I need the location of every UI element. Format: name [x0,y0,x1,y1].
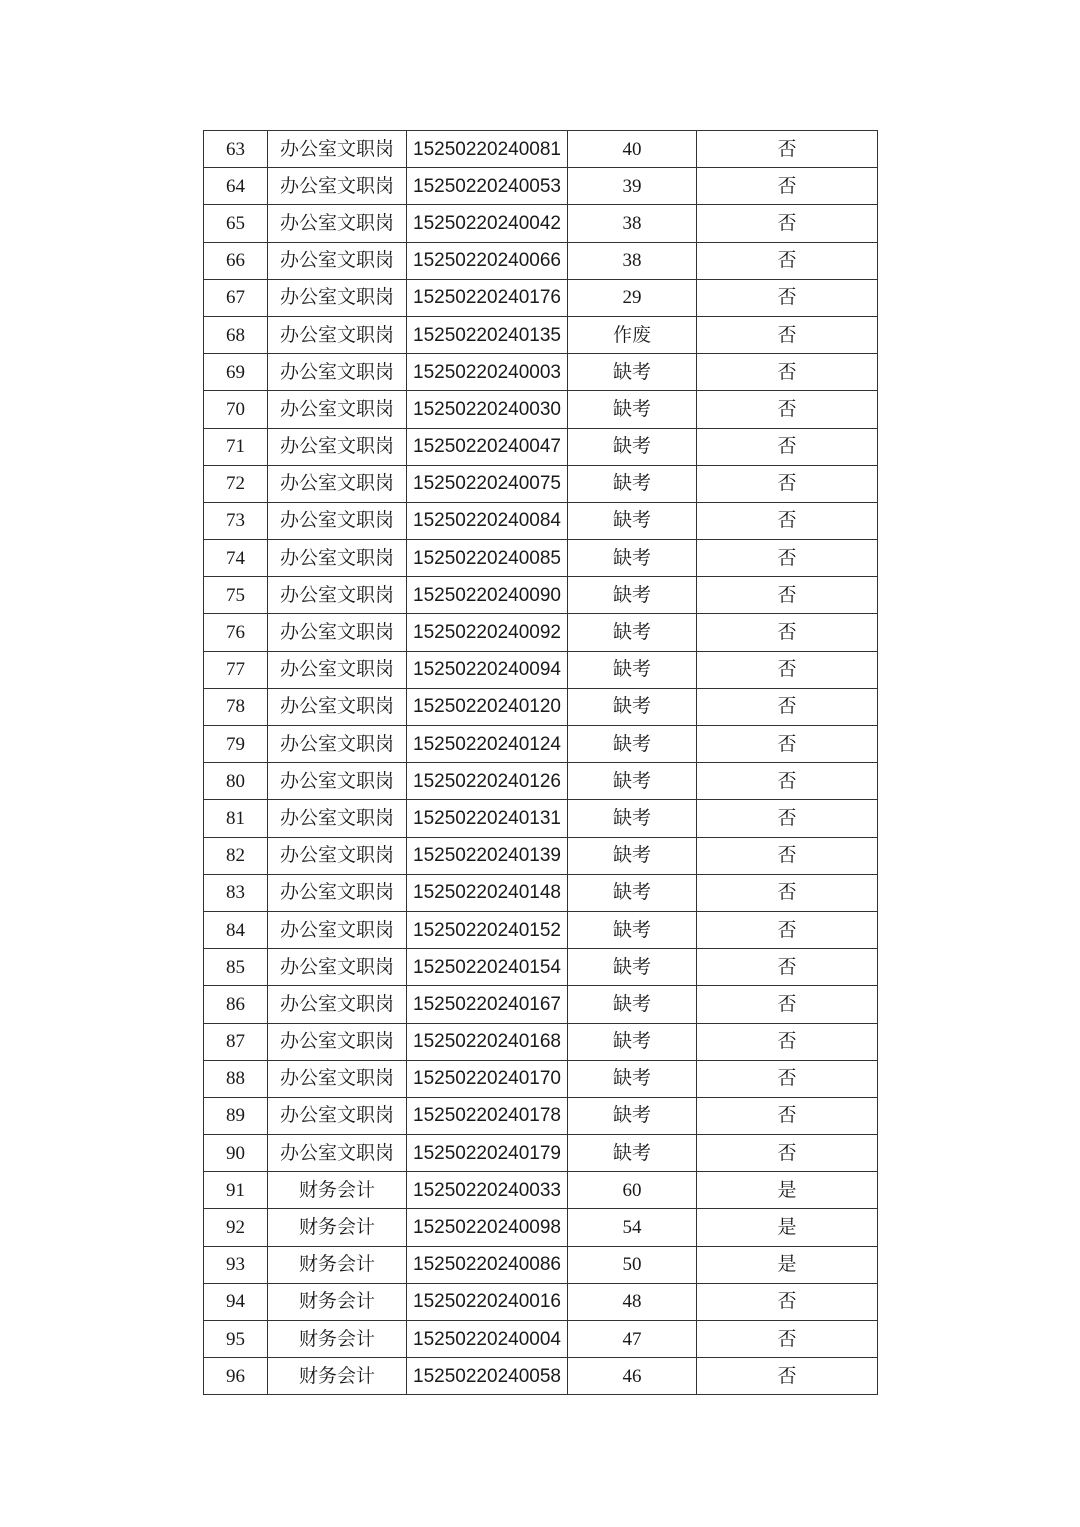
row-number-cell: 89 [204,1097,268,1134]
advance-flag-cell: 否 [697,242,878,279]
row-number-cell: 71 [204,428,268,465]
row-number-cell: 74 [204,540,268,577]
results-table [203,130,878,1395]
row-number-cell: 96 [204,1358,268,1395]
position-cell: 办公室文职岗 [268,726,407,763]
table-row [204,763,878,800]
admission-ticket-cell: 15250220240084 [407,502,568,539]
table-row [204,1209,878,1246]
row-number-cell: 78 [204,688,268,725]
admission-ticket-cell: 15250220240085 [407,540,568,577]
table-row [204,316,878,353]
admission-ticket-cell: 15250220240047 [407,428,568,465]
admission-ticket-cell: 15250220240098 [407,1209,568,1246]
position-cell: 财务会计 [268,1246,407,1283]
score-cell: 38 [568,242,697,279]
position-cell: 办公室文职岗 [268,949,407,986]
table-row [204,911,878,948]
advance-flag-cell: 否 [697,874,878,911]
admission-ticket-cell: 15250220240154 [407,949,568,986]
advance-flag-cell: 否 [697,391,878,428]
table-row [204,1135,878,1172]
position-cell: 办公室文职岗 [268,614,407,651]
score-cell: 缺考 [568,688,697,725]
position-cell: 办公室文职岗 [268,540,407,577]
position-cell: 办公室文职岗 [268,874,407,911]
admission-ticket-cell: 15250220240178 [407,1097,568,1134]
admission-ticket-cell: 15250220240042 [407,205,568,242]
score-cell: 缺考 [568,726,697,763]
advance-flag-cell: 否 [697,911,878,948]
advance-flag-cell: 否 [697,1060,878,1097]
row-number-cell: 72 [204,465,268,502]
advance-flag-cell: 否 [697,316,878,353]
position-cell: 财务会计 [268,1209,407,1246]
position-cell: 办公室文职岗 [268,168,407,205]
advance-flag-cell: 是 [697,1209,878,1246]
row-number-cell: 93 [204,1246,268,1283]
table-row [204,1023,878,1060]
score-cell: 缺考 [568,651,697,688]
admission-ticket-cell: 15250220240126 [407,763,568,800]
position-cell: 办公室文职岗 [268,577,407,614]
position-cell: 办公室文职岗 [268,1135,407,1172]
admission-ticket-cell: 15250220240066 [407,242,568,279]
score-cell: 缺考 [568,1023,697,1060]
row-number-cell: 68 [204,316,268,353]
position-cell: 办公室文职岗 [268,800,407,837]
advance-flag-cell: 否 [697,763,878,800]
row-number-cell: 95 [204,1321,268,1358]
row-number-cell: 86 [204,986,268,1023]
table-row [204,800,878,837]
position-cell: 办公室文职岗 [268,316,407,353]
admission-ticket-cell: 15250220240016 [407,1283,568,1320]
row-number-cell: 83 [204,874,268,911]
position-cell: 办公室文职岗 [268,986,407,1023]
position-cell: 办公室文职岗 [268,1023,407,1060]
position-cell: 办公室文职岗 [268,131,407,168]
row-number-cell: 75 [204,577,268,614]
score-cell: 47 [568,1321,697,1358]
admission-ticket-cell: 15250220240094 [407,651,568,688]
position-cell: 财务会计 [268,1321,407,1358]
table-row [204,279,878,316]
admission-ticket-cell: 15250220240135 [407,316,568,353]
table-row [204,1283,878,1320]
position-cell: 办公室文职岗 [268,428,407,465]
row-number-cell: 63 [204,131,268,168]
advance-flag-cell: 是 [697,1172,878,1209]
table-row [204,1321,878,1358]
advance-flag-cell: 否 [697,837,878,874]
advance-flag-cell: 否 [697,986,878,1023]
table-row [204,391,878,428]
row-number-cell: 67 [204,279,268,316]
score-cell: 缺考 [568,428,697,465]
advance-flag-cell: 否 [697,354,878,391]
position-cell: 办公室文职岗 [268,354,407,391]
table-row [204,1172,878,1209]
score-cell: 缺考 [568,614,697,651]
row-number-cell: 77 [204,651,268,688]
score-cell: 缺考 [568,577,697,614]
position-cell: 办公室文职岗 [268,1097,407,1134]
table-row [204,1246,878,1283]
row-number-cell: 65 [204,205,268,242]
position-cell: 办公室文职岗 [268,763,407,800]
score-cell: 缺考 [568,800,697,837]
position-cell: 办公室文职岗 [268,205,407,242]
row-number-cell: 84 [204,911,268,948]
score-cell: 39 [568,168,697,205]
table-row [204,1097,878,1134]
row-number-cell: 91 [204,1172,268,1209]
row-number-cell: 69 [204,354,268,391]
admission-ticket-cell: 15250220240170 [407,1060,568,1097]
advance-flag-cell: 否 [697,614,878,651]
row-number-cell: 85 [204,949,268,986]
score-cell: 缺考 [568,986,697,1023]
score-cell: 缺考 [568,911,697,948]
table-row [204,688,878,725]
row-number-cell: 88 [204,1060,268,1097]
advance-flag-cell: 否 [697,1283,878,1320]
table-row [204,1060,878,1097]
score-cell: 缺考 [568,1135,697,1172]
table-row [204,986,878,1023]
admission-ticket-cell: 15250220240053 [407,168,568,205]
score-cell: 48 [568,1283,697,1320]
score-cell: 作废 [568,316,697,353]
row-number-cell: 73 [204,502,268,539]
row-number-cell: 80 [204,763,268,800]
advance-flag-cell: 否 [697,131,878,168]
admission-ticket-cell: 15250220240139 [407,837,568,874]
advance-flag-cell: 否 [697,651,878,688]
table-row [204,242,878,279]
table-row [204,1358,878,1395]
admission-ticket-cell: 15250220240086 [407,1246,568,1283]
admission-ticket-cell: 15250220240124 [407,726,568,763]
position-cell: 办公室文职岗 [268,1060,407,1097]
table-row [204,168,878,205]
admission-ticket-cell: 15250220240148 [407,874,568,911]
score-cell: 40 [568,131,697,168]
advance-flag-cell: 否 [697,577,878,614]
table-row [204,131,878,168]
score-cell: 缺考 [568,354,697,391]
position-cell: 办公室文职岗 [268,651,407,688]
position-cell: 办公室文职岗 [268,911,407,948]
admission-ticket-cell: 15250220240176 [407,279,568,316]
admission-ticket-cell: 15250220240120 [407,688,568,725]
row-number-cell: 64 [204,168,268,205]
score-cell: 50 [568,1246,697,1283]
table-row [204,837,878,874]
advance-flag-cell: 否 [697,1097,878,1134]
position-cell: 办公室文职岗 [268,279,407,316]
admission-ticket-cell: 15250220240030 [407,391,568,428]
score-cell: 54 [568,1209,697,1246]
row-number-cell: 66 [204,242,268,279]
advance-flag-cell: 否 [697,688,878,725]
advance-flag-cell: 否 [697,949,878,986]
score-cell: 46 [568,1358,697,1395]
table-row [204,205,878,242]
position-cell: 办公室文职岗 [268,688,407,725]
position-cell: 办公室文职岗 [268,242,407,279]
row-number-cell: 76 [204,614,268,651]
position-cell: 办公室文职岗 [268,391,407,428]
table-row [204,540,878,577]
admission-ticket-cell: 15250220240090 [407,577,568,614]
row-number-cell: 94 [204,1283,268,1320]
score-cell: 29 [568,279,697,316]
admission-ticket-cell: 15250220240033 [407,1172,568,1209]
position-cell: 财务会计 [268,1283,407,1320]
advance-flag-cell: 否 [697,465,878,502]
position-cell: 财务会计 [268,1358,407,1395]
table-body [204,131,878,1395]
admission-ticket-cell: 15250220240004 [407,1321,568,1358]
score-cell: 60 [568,1172,697,1209]
advance-flag-cell: 否 [697,1023,878,1060]
advance-flag-cell: 否 [697,1321,878,1358]
admission-ticket-cell: 15250220240058 [407,1358,568,1395]
table-row [204,949,878,986]
table-row [204,577,878,614]
advance-flag-cell: 否 [697,168,878,205]
admission-ticket-cell: 15250220240092 [407,614,568,651]
table-row [204,874,878,911]
row-number-cell: 70 [204,391,268,428]
table-row [204,428,878,465]
table-row [204,614,878,651]
score-cell: 缺考 [568,540,697,577]
score-cell: 缺考 [568,1060,697,1097]
score-cell: 缺考 [568,874,697,911]
score-cell: 缺考 [568,837,697,874]
admission-ticket-cell: 15250220240179 [407,1135,568,1172]
score-cell: 缺考 [568,949,697,986]
table-row [204,726,878,763]
advance-flag-cell: 否 [697,279,878,316]
advance-flag-cell: 否 [697,1358,878,1395]
position-cell: 财务会计 [268,1172,407,1209]
row-number-cell: 81 [204,800,268,837]
admission-ticket-cell: 15250220240131 [407,800,568,837]
admission-ticket-cell: 15250220240081 [407,131,568,168]
row-number-cell: 90 [204,1135,268,1172]
advance-flag-cell: 是 [697,1246,878,1283]
score-cell: 38 [568,205,697,242]
position-cell: 办公室文职岗 [268,502,407,539]
advance-flag-cell: 否 [697,205,878,242]
admission-ticket-cell: 15250220240167 [407,986,568,1023]
advance-flag-cell: 否 [697,726,878,763]
advance-flag-cell: 否 [697,800,878,837]
admission-ticket-cell: 15250220240003 [407,354,568,391]
advance-flag-cell: 否 [697,502,878,539]
row-number-cell: 92 [204,1209,268,1246]
score-cell: 缺考 [568,465,697,502]
table-row [204,354,878,391]
table-row [204,651,878,688]
table-row [204,465,878,502]
score-cell: 缺考 [568,502,697,539]
advance-flag-cell: 否 [697,1135,878,1172]
admission-ticket-cell: 15250220240075 [407,465,568,502]
advance-flag-cell: 否 [697,540,878,577]
score-cell: 缺考 [568,1097,697,1134]
admission-ticket-cell: 15250220240168 [407,1023,568,1060]
table-row [204,502,878,539]
row-number-cell: 79 [204,726,268,763]
score-cell: 缺考 [568,391,697,428]
admission-ticket-cell: 15250220240152 [407,911,568,948]
score-cell: 缺考 [568,763,697,800]
position-cell: 办公室文职岗 [268,837,407,874]
row-number-cell: 87 [204,1023,268,1060]
advance-flag-cell: 否 [697,428,878,465]
position-cell: 办公室文职岗 [268,465,407,502]
row-number-cell: 82 [204,837,268,874]
